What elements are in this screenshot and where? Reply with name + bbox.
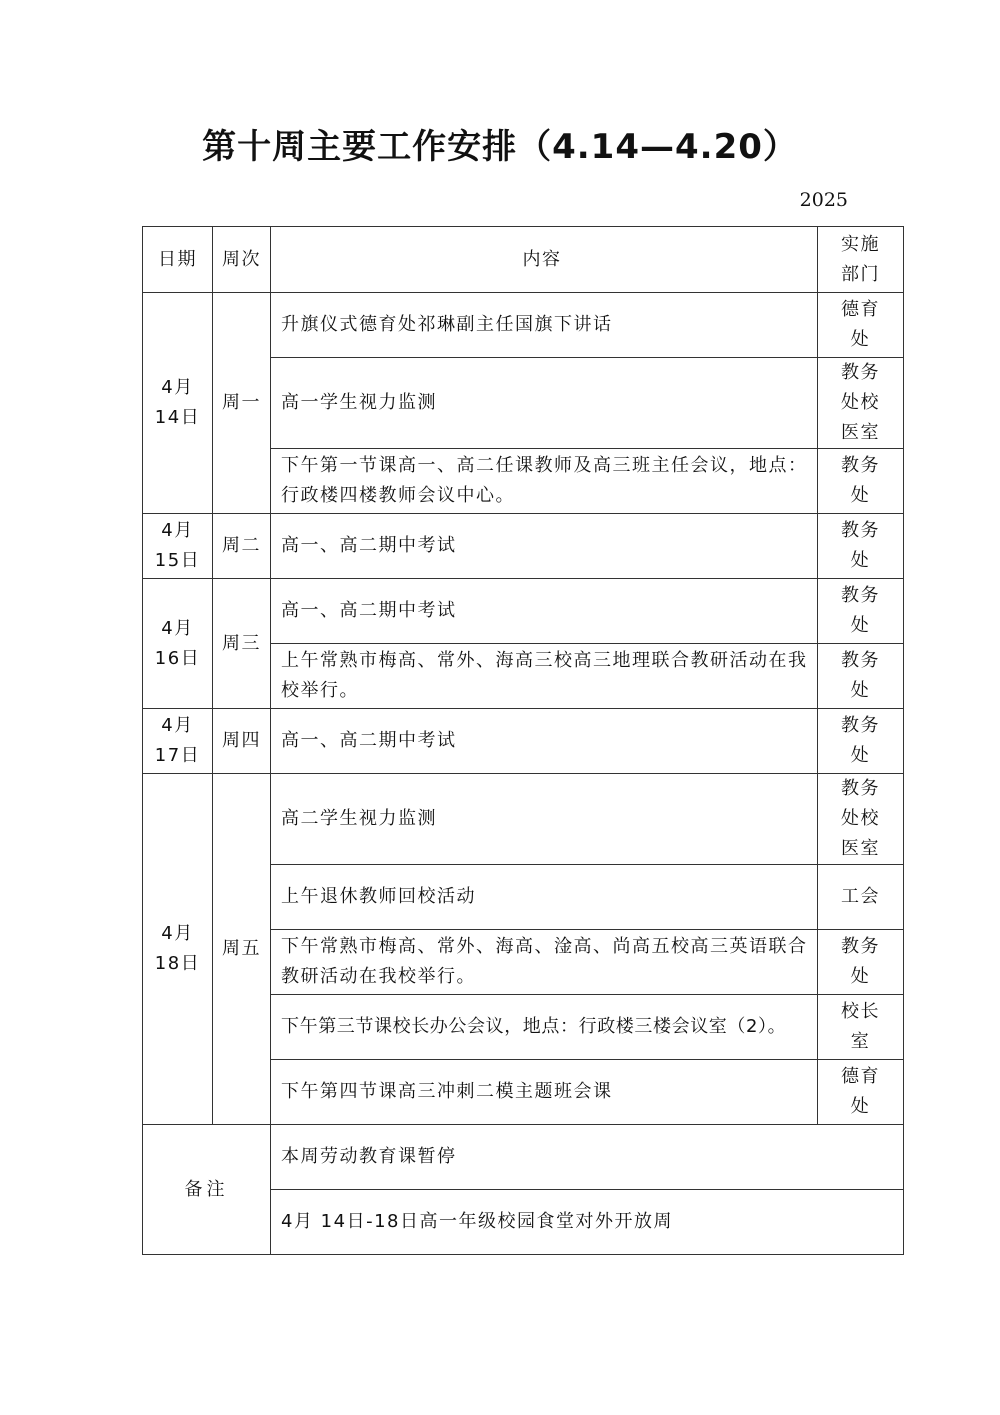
date-label: 4月 17日 [154,715,201,766]
dept-label: 校长室 [841,1001,880,1052]
header-date: 日期 [143,227,213,293]
dept-label: 工会 [841,886,880,907]
content-cell: 高一、高二期中考试 [271,579,818,644]
content-cell: 下午第一节课高一、高二任课教师及高三班主任会议，地点：行政楼四楼教师会议中心。 [271,449,818,514]
dept-cell [818,449,904,514]
content-cell: 高一、高二期中考试 [271,709,818,774]
date-cell [143,293,213,514]
dept-label: 教务处 [841,936,880,987]
date-cell [143,774,213,1125]
content-cell: 高二学生视力监测 [271,774,818,865]
date-label: 4月 15日 [154,520,201,571]
content-cell: 升旗仪式德育处祁琳副主任国旗下讲话 [271,293,818,358]
dept-label: 教务处 [841,520,880,571]
date-cell [143,514,213,579]
header-dept [818,227,904,293]
header-dept-label: 实施部门 [841,233,880,285]
content-cell: 下午第三节课校长办公会议，地点：行政楼三楼会议室（2）。 [271,995,818,1060]
remarks-row [143,1125,904,1190]
dept-cell [818,709,904,774]
dept-cell [818,1060,904,1125]
dept-label: 教务处 [841,455,880,506]
dept-cell [818,774,904,865]
dept-label: 教务处 [841,715,880,766]
remarks-label: 备注 [143,1125,271,1255]
week-cell: 周五 [213,774,271,1125]
page-title: 第十周主要工作安排（4.14—4.20） [202,127,798,167]
date-label: 4月 14日 [154,377,201,428]
remark-item: 4月 14日-18日高一年级校园食堂对外开放周 [271,1190,904,1255]
schedule-table [142,226,904,1255]
week-cell: 周一 [213,293,271,514]
week-cell: 周二 [213,514,271,579]
dept-label: 德育处 [841,299,880,350]
date-cell [143,709,213,774]
table-row [143,709,904,774]
week-cell: 周四 [213,709,271,774]
dept-label: 教务处校医室 [841,778,880,859]
dept-cell [818,358,904,449]
content-cell: 高一、高二期中考试 [271,514,818,579]
dept-cell [818,930,904,995]
dept-cell [818,644,904,709]
table-row [143,293,904,358]
content-cell: 下午第四节课高三冲刺二模主题班会课 [271,1060,818,1125]
dept-cell [818,579,904,644]
dept-cell [818,865,904,930]
remark-item: 本周劳动教育课暂停 [271,1125,904,1190]
table-row [143,514,904,579]
week-cell: 周三 [213,579,271,709]
content-cell: 高一学生视力监测 [271,358,818,449]
header-content: 内容 [271,227,818,293]
dept-cell [818,514,904,579]
date-label: 4月 18日 [154,923,201,974]
date-label: 4月 16日 [154,617,201,669]
dept-label: 教务处校医室 [841,362,880,443]
dept-label: 教务处 [841,585,880,636]
dept-label: 教务处 [841,650,880,701]
table-row [143,579,904,644]
date-cell [143,579,213,709]
content-cell: 下午常熟市梅高、常外、海高、淦高、尚高五校高三英语联合教研活动在我校举行。 [271,930,818,995]
year-label: 2025 [799,189,848,211]
dept-label: 德育处 [841,1066,880,1117]
dept-cell [818,995,904,1060]
header-week: 周次 [213,227,271,293]
dept-cell [818,293,904,358]
content-cell: 上午常熟市梅高、常外、海高三校高三地理联合教研活动在我校举行。 [271,644,818,709]
table-row [143,774,904,865]
table-header-row [143,227,904,293]
content-cell: 上午退休教师回校活动 [271,865,818,930]
